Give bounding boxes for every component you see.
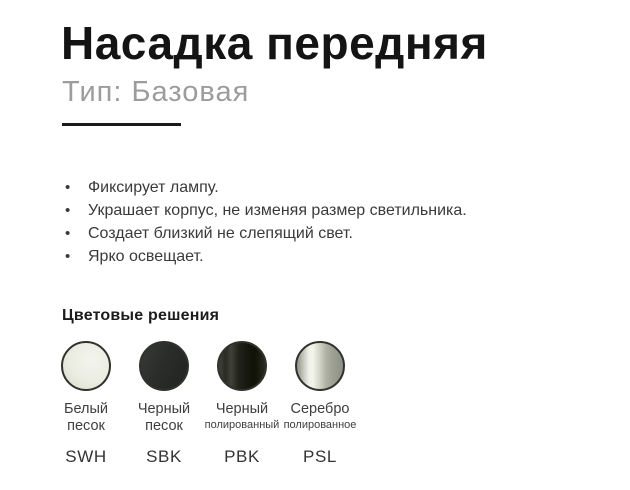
swatch-row	[47, 341, 359, 467]
colors-heading: Цветовые решения	[62, 307, 220, 324]
swatch-black-sand	[125, 341, 203, 467]
swatch-black-polished	[203, 341, 281, 467]
divider	[62, 123, 181, 126]
features-list	[62, 176, 467, 268]
swatch-name-line1: Белый	[63, 401, 109, 417]
swatch-name	[64, 401, 108, 435]
feature-item: • Украшает корпус, не изменяя размер светильника.	[62, 199, 467, 222]
swatch-code: PSL	[303, 447, 337, 466]
swatch-name-line2: песок	[145, 418, 183, 434]
swatch-name-line2: песок	[67, 418, 105, 434]
swatch-circle-swh	[61, 341, 111, 391]
page-subtitle: Тип: Базовая	[62, 76, 250, 108]
swatch-code: PBK	[224, 447, 260, 466]
swatch-name-line1: Серебро	[290, 401, 350, 417]
swatch-name-line2: полированный	[204, 419, 280, 431]
swatch-name	[284, 401, 357, 435]
swatch-name-line1: Черный	[215, 401, 269, 417]
feature-item: • Создает близкий не слепящий свет.	[62, 222, 467, 245]
swatch-silver-polished	[281, 341, 359, 467]
swatch-name	[205, 401, 280, 435]
feature-item: • Ярко освещает.	[62, 245, 467, 268]
swatch-circle-pbk	[217, 341, 267, 391]
page-title: Насадка передняя	[61, 17, 488, 69]
swatch-code: SWH	[65, 447, 107, 466]
swatch-circle-sbk	[139, 341, 189, 391]
swatch-circle-psl	[295, 341, 345, 391]
swatch-name-line1: Черный	[137, 401, 191, 417]
swatch-code: SBK	[146, 447, 182, 466]
swatch-name-line2: полированное	[283, 419, 357, 431]
swatch-name	[138, 401, 190, 435]
swatch-white-sand	[47, 341, 125, 467]
feature-item: • Фиксирует лампу.	[62, 176, 467, 199]
